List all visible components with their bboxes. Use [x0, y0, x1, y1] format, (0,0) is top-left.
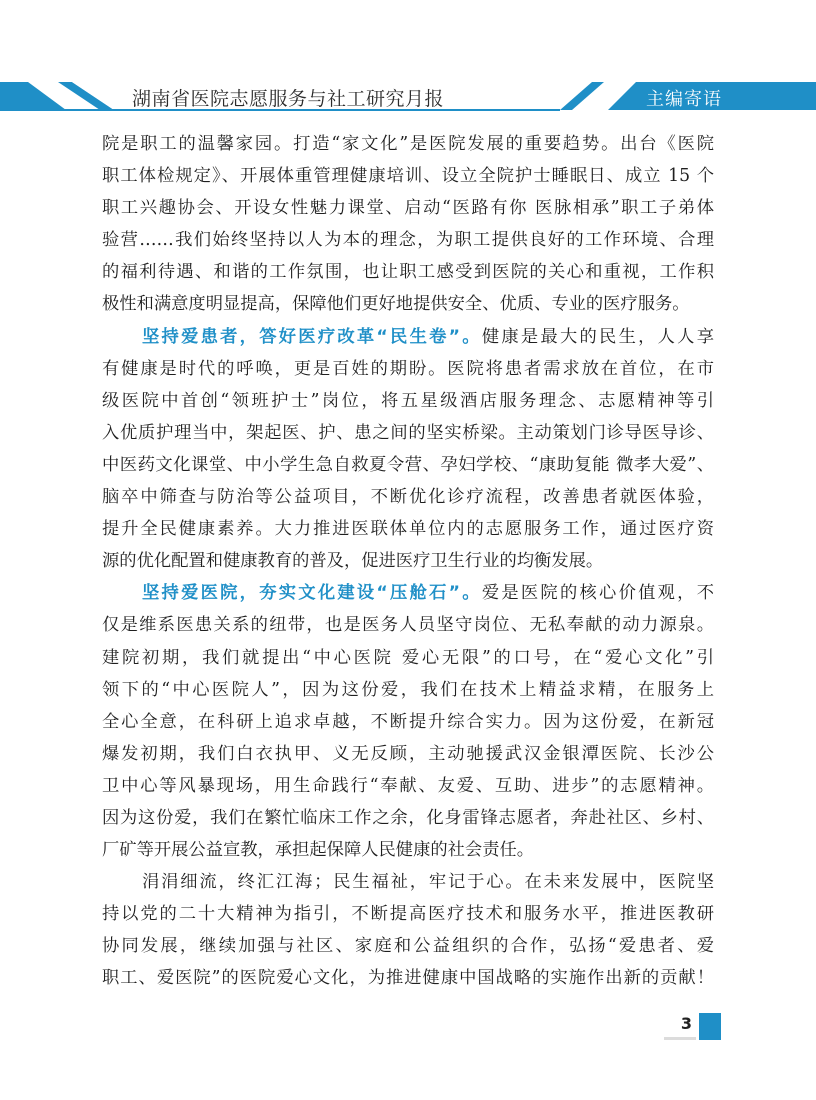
body-line: 领下的“中心医院人”，因为这份爱，我们在技术上精益求精，在服务上 [102, 679, 714, 700]
body-text-span: 爱是医院的核心价值观，不 [481, 583, 714, 604]
body-line: 建院初期，我们就提出“中心医院 爱心无限”的口号，在“爱心文化”引 [102, 647, 714, 668]
body-line: 入优质护理当中，架起医、护、患之间的坚实桥梁。主动策划门诊导医导诊、 [102, 422, 714, 443]
body-text-span: 健康是最大的民生，人人享 [481, 326, 714, 347]
body-line: 极性和满意度明显提高，保障他们更好地提供安全、优质、专业的医疗服务。 [102, 294, 690, 315]
section-label: 主编寄语 [646, 89, 722, 110]
body-line: 职工兴趣协会、开设女性魅力课堂、启动“医路有你 医脉相承”职工子弟体 [102, 198, 714, 219]
page-header [0, 0, 816, 115]
body-line: 爆发初期，我们白衣执甲、义无反顾，主动驰援武汉金银潭医院、长沙公 [102, 743, 714, 764]
body-line: 院是职工的温馨家园。打造“家文化”是医院发展的重要趋势。出台《医院 [102, 134, 714, 154]
body-line: 中医药文化课堂、中小学生急自救夏令营、孕妇学校、“康助复能 微孝大爱”、 [102, 454, 714, 475]
body-line: 全心全意，在科研上追求卓越，不断提升综合实力。因为这份爱，在新冠 [102, 711, 714, 732]
body-line: 有健康是时代的呼唤，更是百姓的期盼。医院将患者需求放在首位，在市 [102, 358, 714, 379]
paragraph-heading: 坚持爱医院，夯实文化建设“压舱石”。 [142, 583, 482, 604]
journal-title: 湖南省医院志愿服务与社工研究月报 [132, 88, 445, 110]
page-marker-block [699, 1013, 721, 1040]
article-body [102, 128, 714, 995]
paragraph-first-line [102, 577, 714, 609]
body-line: 级医院中首创“领班护士”岗位，将五星级酒店服务理念、志愿精神等引 [102, 390, 714, 411]
page-number: 3 [680, 1014, 692, 1033]
body-line: 验营……我们始终坚持以人为本的理念，为职工提供良好的工作环境、合理 [102, 230, 714, 251]
body-line: 仅是维系医患关系的纽带，也是医务人员坚守岗位、无私奉献的动力源泉。 [102, 615, 714, 636]
body-line: 厂矿等开展公益宣教，承担起保障人民健康的社会责任。 [102, 840, 535, 861]
body-line: 脑卒中筛查与防治等公益项目，不断优化诊疗流程，改善患者就医体验， [102, 487, 714, 508]
body-line: 的福利待遇、和谐的工作氛围，也让职工感受到医院的关心和重视，工作积 [102, 262, 714, 283]
paragraph-heading: 坚持爱患者，答好医疗改革“民生卷”。 [142, 326, 482, 347]
footer-rule [664, 1037, 696, 1040]
body-line: 源的优化配置和健康教育的普及，促进医疗卫生行业的均衡发展。 [102, 551, 604, 572]
body-line: 涓涓细流，终汇江海；民生福祉，牢记于心。在未来发展中，医院坚 [142, 872, 714, 893]
body-line: 职工体检规定》、开展体重管理健康培训、设立全院护士睡眠日、成立 15 个 [102, 166, 714, 187]
body-line: 职工、爱医院”的医院爱心文化，为推进健康中国战略的实施作出新的贡献！ [102, 968, 714, 989]
body-line: 提升全民健康素养。大力推进医联体单位内的志愿服务工作，通过医疗资 [102, 519, 714, 540]
paragraph-first-line [102, 321, 714, 353]
body-line: 卫中心等风暴现场，用生命践行“奉献、友爱、互助、进步”的志愿精神。 [102, 775, 714, 796]
body-line: 因为这份爱，我们在繁忙临床工作之余，化身雷锋志愿者，奔赴社区、乡村、 [102, 807, 714, 828]
body-line: 协同发展，继续加强与社区、家庭和公益组织的合作，弘扬“爱患者、爱 [102, 936, 714, 957]
body-line: 持以党的二十大精神为指引，不断提高医疗技术和服务水平，推进医教研 [102, 904, 714, 925]
